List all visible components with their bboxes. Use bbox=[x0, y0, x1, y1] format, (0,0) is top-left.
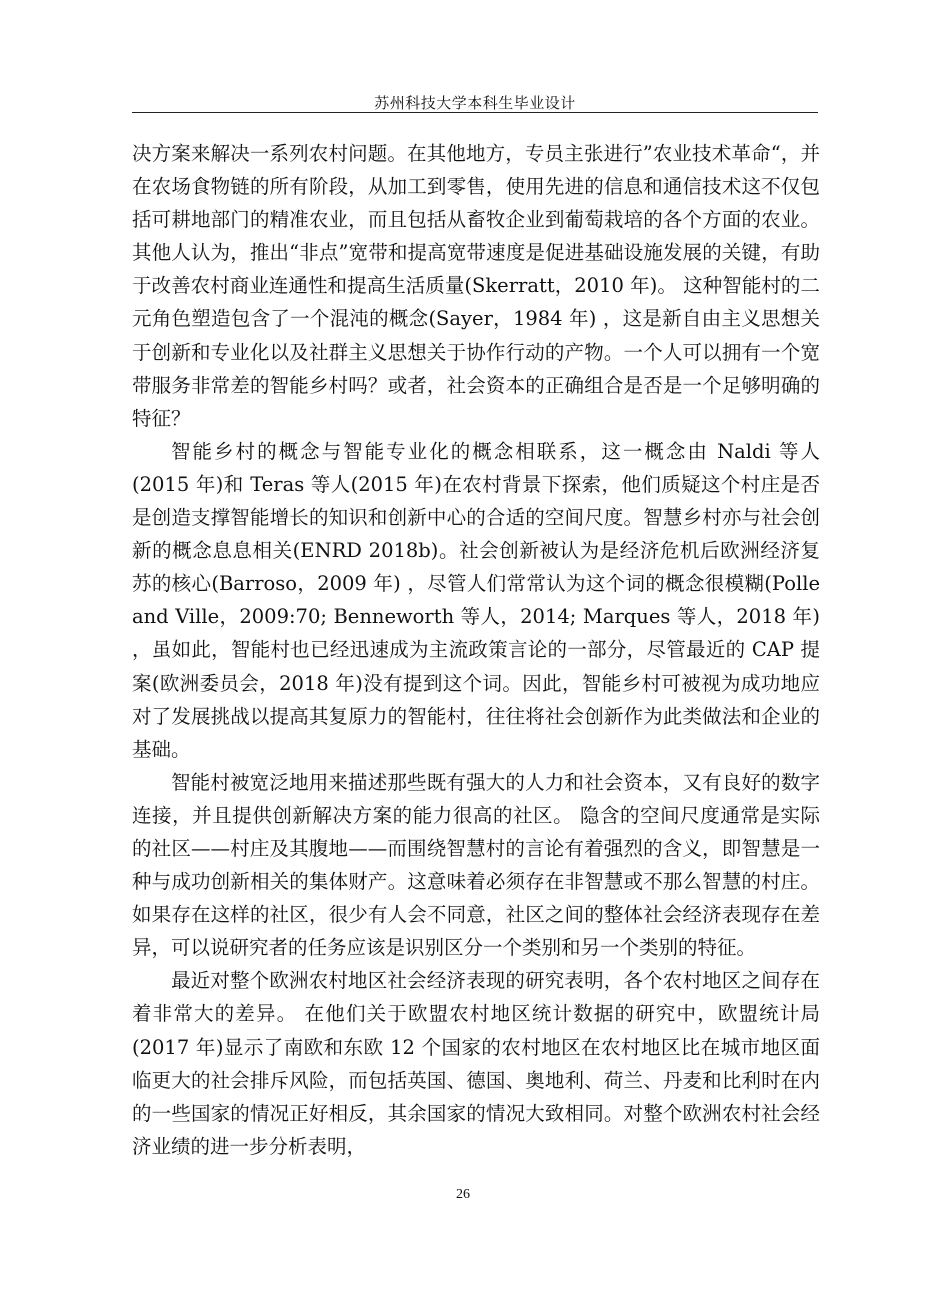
paragraph-1: 决方案来解决一系列农村问题。在其他地方，专员主张进行”农业技术革命“，并在农场食物链的所有阶段，从加工到零售，使用先进的信息和通信技术这不仅包括可耕地部门的精准农业，而且包括从畜牧企业到葡萄栽培的各个方面的农业。其他人认为，推出“非点”宽带和提高宽带速度是促进基础设施发展的关键，有助于改善农村商业连通性和提高生活质量(Skerratt，2010 年)。 这种智能村的二元角色塑造包含了一个混沌的概念(Sayer，1984 年) ，这是新自由主义思想关于创新和专业化以及社群主义思想关于协作行动的产物。一个人可以拥有一个宽带服务非常差的智能乡村吗？或者，社会资本的正确组合是否是一个足够明确的特征？ bbox=[132, 142, 820, 430]
paragraph-3: 智能村被宽泛地用来描述那些既有强大的人力和社会资本，又有良好的数字连接，并且提供创新解决方案的能力很高的社区。 隐含的空间尺度通常是实际的社区——村庄及其腹地——而围绕智慧村的言论有着强烈的含义，即智慧是一种与成功创新相关的集体财产。这意味着必须存在非智慧或不那么智慧的村庄。如果存在这样的社区，很少有人会不同意，社区之间的整体社会经济表现存在差异，可以说研究者的任务应该是识别区分一个类别和另一个类别的特征。 bbox=[132, 770, 820, 960]
page-header-title: 苏州科技大学本科生毕业设计 bbox=[374, 94, 576, 112]
paragraph-2: 智能乡村的概念与智能专业化的概念相联系，这一概念由 Naldi 等人(2015 年)和 Teras 等人(2015 年)在农村背景下探索，他们质疑这个村庄是否是创造支撑智能增长的知识和创新中心的合适的空间尺度。智慧乡村亦与社会创新的概念息息相关(ENRD 2018b)。社会创新被认为是经济危机后欧洲经济复苏的核心(Barroso，2009 年) ，尽管人们常常认为这个词的概念很模糊(Polle and Ville，2009:70; Benneworth 等人，2014; Marques 等人，2018 年) ，虽如此，智能村也已经迅速成为主流政策言论的一部分，尽管最近的 CAP 提案(欧洲委员会，2018 年)没有提到这个词。因此，智能乡村可被视为成功地应对了发展挑战以提高其复原力的智能村，往往将社会创新作为此类做法和企业的基础。 bbox=[132, 439, 820, 761]
header-divider bbox=[132, 112, 818, 113]
page-number: 26 bbox=[456, 1187, 470, 1202]
body-text bbox=[132, 137, 820, 1163]
paragraph-4: 最近对整个欧洲农村地区社会经济表现的研究表明，各个农村地区之间存在着非常大的差异。 在他们关于欧盟农村地区统计数据的研究中，欧盟统计局(2017 年)显示了南欧和东欧 12 个国家的农村地区在农村地区比在城市地区面临更大的社会排斥风险，而包括英国、德国、奥地利、荷兰、丹麦和比利时在内的一些国家的情况正好相反，其余国家的情况大致相同。对整个欧洲农村社会经济业绩的进一步分析表明， bbox=[132, 969, 820, 1158]
